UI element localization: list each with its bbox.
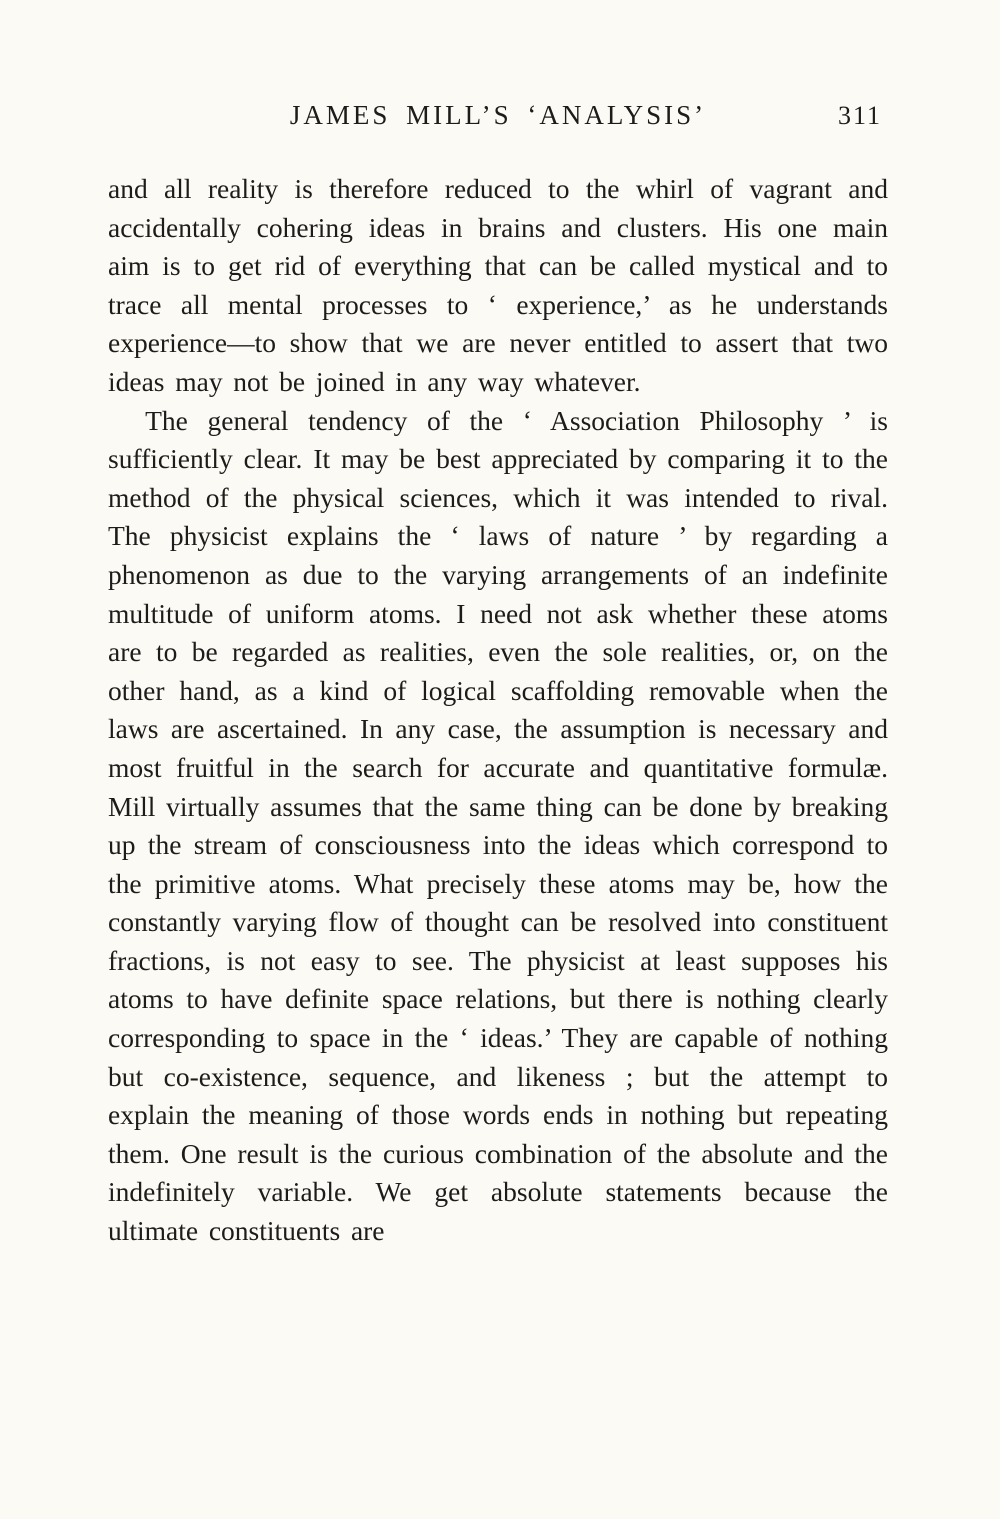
body-text [108,170,888,1251]
page-number: 311 [837,101,882,130]
body-paragraph: The general tendency of the ‘ Association Philosophy ’ is sufficiently clear. It may be best appreciated by comparing it to the method of the physical sciences, which it was intended to rival. The physicist explains the ‘ laws of nature ’ by regarding a phenomenon as due to the varying arrangements of an indefinite multitude of uniform atoms. I need not ask whether these atoms are to be regarded as realities, even the sole realities, or, on the other hand, as a kind of logical scaffolding removable when the laws are ascertained. In any case, the assumption is necessary and most fruitful in the search for accurate and quantitative formulæ. Mill virtually assumes that the same thing can be done by breaking up the stream of consciousness into the ideas which correspond to the primitive atoms. What precisely these atoms may be, how the constantly varying flow of thought can be resolved into constituent fractions, is not easy to see. The physicist at least supposes his atoms to have definite space relations, but there is nothing clearly corresponding to space in the ‘ ideas.’ They are capable of nothing but co-existence, sequence, and likeness ; but the attempt to explain the meaning of those words ends in nothing but repeating them. One result is the curious combination of the absolute and the indefinitely variable. We get absolute statements because the ultimate constituents are [108,404,888,1247]
running-head-title: JAMES MILL’S ‘ANALYSIS’ [289,100,707,130]
page-header [108,100,888,134]
body-paragraph-continuation: and all reality is therefore reduced to the whirl of vagrant and accidentally cohering ideas in brains and clusters. His one main aim is to get rid of everything that can be called mystical and to trace all mental processes to ‘ experience,’ as he understands experience—to show that we are never entitled to assert that two ideas may not be joined in any way whatever. [108,173,888,397]
